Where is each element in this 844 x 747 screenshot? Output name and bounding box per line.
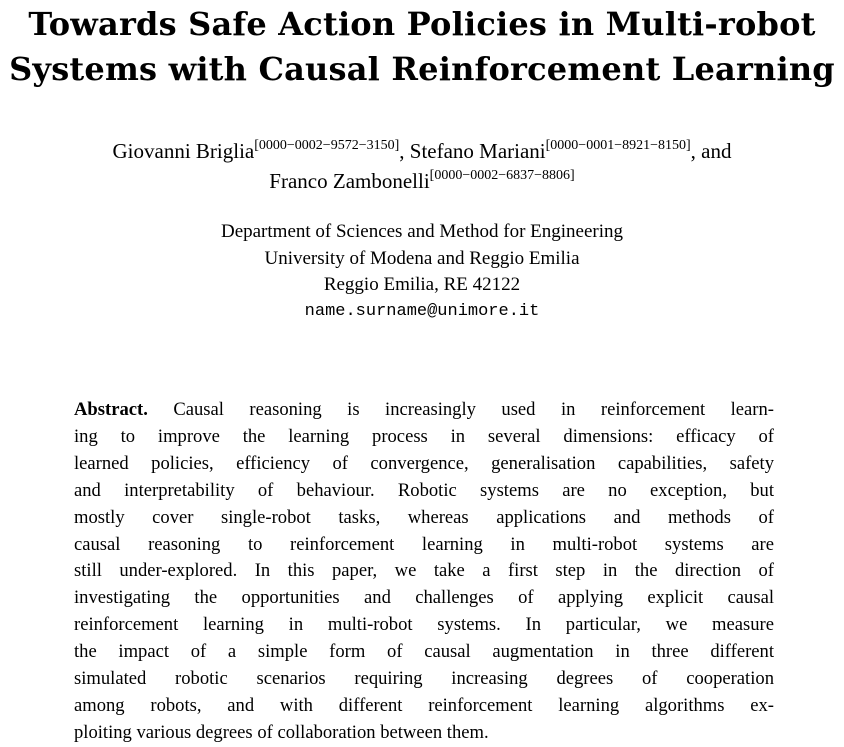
abstract — [74, 397, 774, 747]
authors-line-1 — [0, 136, 844, 166]
abstract-line: and interpretability of behaviour. Robotic systems are no exception, but — [74, 479, 774, 501]
contact-email: name.surname@unimore.it — [304, 301, 540, 321]
abstract-label: Abstract. — [74, 399, 148, 420]
affiliation-block — [0, 219, 844, 325]
abstract-line: learned policies, efficiency of convergence, generalisation capabilities, safety — [74, 452, 774, 474]
abstract-line: among robots, and with different reinforcement learning algorithms ex- — [74, 694, 774, 716]
author-separator: , and — [690, 139, 732, 163]
affiliation-address: Reggio Emilia, RE 42122 — [323, 274, 521, 295]
abstract-line: investigating the opportunities and challenges of applying explicit causal — [74, 587, 774, 609]
abstract-line: still under-explored. In this paper, we take a first step in the direction of — [74, 560, 774, 582]
title-line-1: Towards Safe Action Policies in Multi-robot — [28, 5, 816, 43]
paper-title — [0, 2, 844, 92]
title-line-2: Systems with Causal Reinforcement Learning — [9, 50, 835, 88]
abstract-line: reinforcement learning in multi-robot systems. In particular, we measure — [74, 614, 774, 636]
abstract-line: ploiting various degrees of collaboration between them. — [74, 721, 489, 743]
author-name: , Stefano Mariani — [399, 139, 546, 163]
authors-line-2 — [0, 166, 844, 196]
abstract-line: simulated robotic scenarios requiring increasing degrees of cooperation — [74, 668, 774, 690]
orcid-id: [0000−0002−9572−3150] — [254, 138, 400, 153]
abstract-line: ing to improve the learning process in several dimensions: efficacy of — [74, 425, 774, 447]
author-name: Giovanni Briglia — [112, 139, 255, 163]
orcid-id: [0000−0001−8921−8150] — [545, 138, 691, 153]
affiliation-department: Department of Sciences and Method for Engineering — [220, 221, 624, 242]
abstract-line: causal reasoning to reinforcement learning in multi-robot systems are — [74, 533, 774, 555]
abstract-line: Abstract. Causal reasoning is increasingly used in reinforcement learn- — [74, 399, 774, 420]
orcid-id: [0000−0002−6837−8806] — [429, 168, 575, 183]
author-list — [0, 136, 844, 196]
affiliation-university: University of Modena and Reggio Emilia — [264, 247, 580, 269]
abstract-line: the impact of a simple form of causal augmentation in three different — [74, 641, 774, 663]
author-name: Franco Zambonelli — [269, 169, 430, 193]
abstract-line: mostly cover single-robot tasks, whereas applications and methods of — [74, 506, 774, 528]
